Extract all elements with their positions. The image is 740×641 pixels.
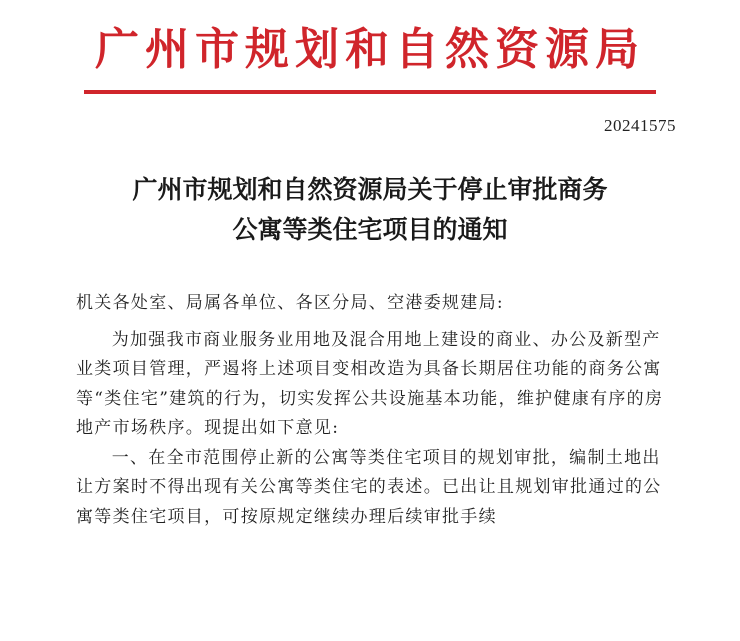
notice-title-line-1: 广州市规划和自然资源局关于停止审批商务 bbox=[132, 175, 608, 204]
addressee-line: 机关各处室、局属各单位、各区分局、空港委规建局: bbox=[76, 293, 504, 313]
document-number: 20241575 bbox=[604, 116, 676, 135]
notice-title bbox=[0, 170, 740, 250]
notice-body bbox=[76, 289, 670, 532]
agency-header-title: 广州市规划和自然资源局 bbox=[95, 24, 645, 75]
notice-title-line-2: 公寓等类住宅项目的通知 bbox=[232, 215, 508, 244]
red-header-rule bbox=[84, 90, 656, 94]
body-paragraph-2: 一、在全市范围停止新的公寓等类住宅项目的规划审批，编制土地出让方案时不得出现有关公寓等类住宅的表述。已出让且规划审批通过的公寓等类住宅项目，可按原规定继续办理后续审批手续 bbox=[76, 447, 662, 527]
body-paragraph-1: 为加强我市商业服务业用地及混合用地上建设的商业、办公及新型产业类项目管理，严遏将上述项目变相改造为具备长期居住功能的商务公寓等“类住宅”建筑的行为，切实发挥公共设施基本功能，维护健康有序的房地产市场秩序。现提出如下意见: bbox=[76, 329, 664, 438]
